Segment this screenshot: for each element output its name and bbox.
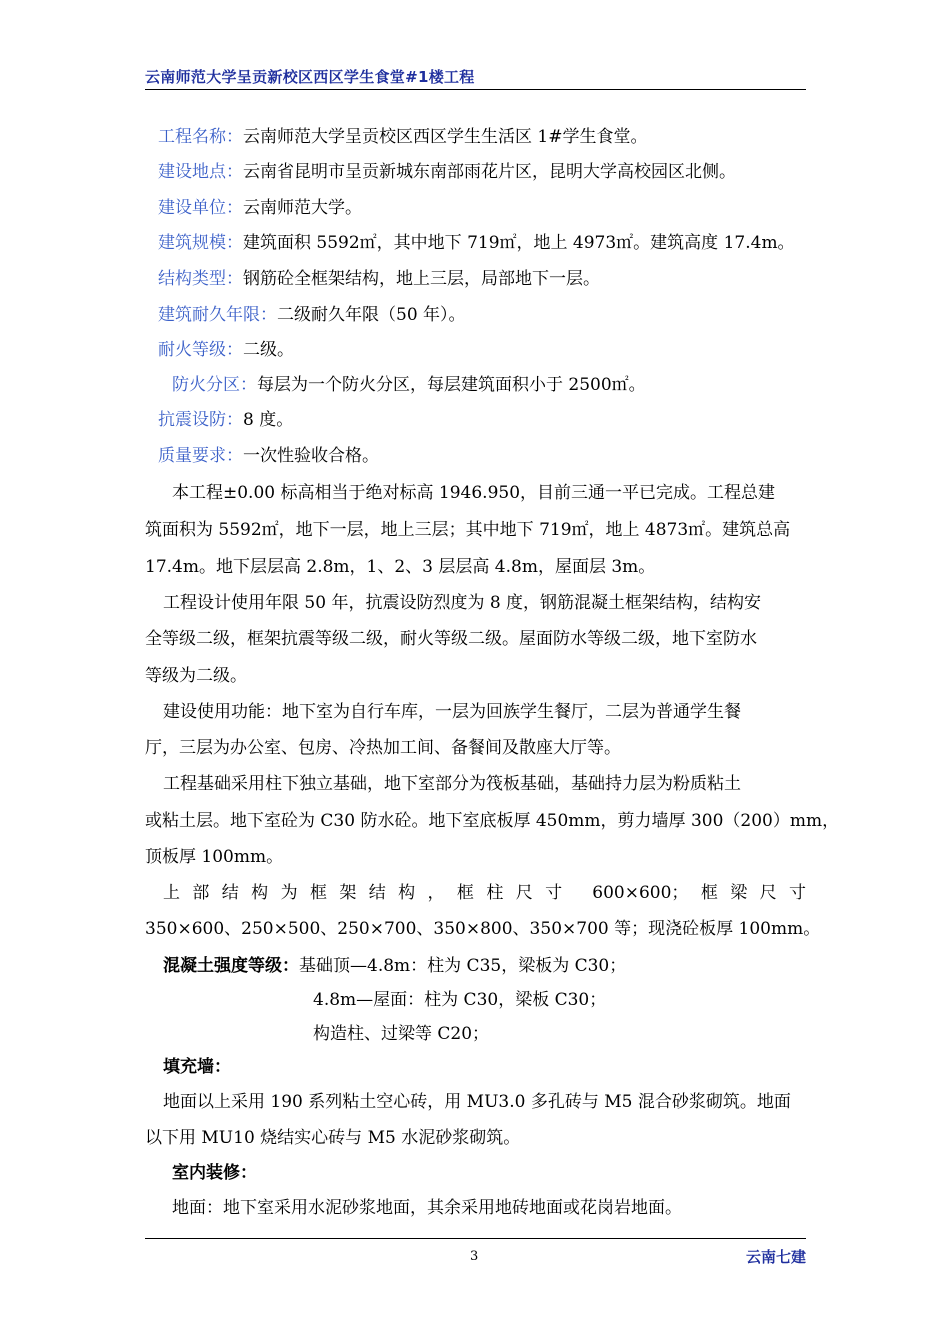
para2-line1: 工程设计使用年限 50 年，抗震设防烈度为 8 度，钢筋混凝土框架结构，结构安 [163,593,762,613]
para1-line2: 筑面积为 5592㎡，地下一层，地上三层；其中地下 719㎡，地上 4873㎡。建筑总高 [145,520,791,540]
info-value: 8 度。 [243,410,294,430]
footer-company: 云南七建 [745,1248,806,1266]
info-value: 云南省昆明市呈贡新城东南部雨花片区，昆明大学高校园区北侧。 [243,162,736,182]
info-name [158,126,647,148]
info-value: 云南师范大学。 [243,198,362,218]
para2-line2: 全等级二级，框架抗震等级二级，耐火等级二级。屋面防水等级二级，地下室防水 [145,629,757,649]
info-value: 二级。 [243,340,294,360]
para5-line2: 350×600、250×500、250×700、350×800、350×700 等；现浇砼板厚 100mm。 [145,919,821,939]
para4-line2: 或粘土层。地下室砼为 C30 防水砼。地下室底板厚 450mm，剪力墙厚 300（200）mm， [145,811,840,831]
info-value: 一次性验收合格。 [243,446,379,466]
info-structure [158,268,600,290]
info-label: 建设地点： [158,162,243,182]
info-label: 结构类型： [158,269,243,289]
info-durability [158,304,466,326]
info-label: 建设单位： [158,198,243,218]
concrete-line2: 4.8m—屋面：柱为 C30，梁板 C30； [313,990,607,1010]
para1-line3: 17.4m。地下层层高 2.8m，1、2、3 层层高 4.8m，屋面层 3m。 [145,557,656,577]
info-value: 建筑面积 5592㎡，其中地下 719㎡，地上 4973㎡。建筑高度 17.4m。 [243,233,795,253]
para4-line1: 工程基础采用柱下独立基础，地下室部分为筏板基础，基础持力层为粉质粘土 [163,774,741,794]
info-label: 建筑规模： [158,233,243,253]
info-label: 建筑耐久年限： [158,305,277,325]
info-scale [158,232,795,254]
info-location [158,161,736,183]
info-seismic [158,409,293,431]
para1-line1: 本工程±0.00 标高相当于绝对标高 1946.950，目前三通一平已完成。工程总建 [172,483,776,503]
info-fire-rating [158,339,294,361]
info-label: 防火分区： [172,375,257,395]
info-value: 每层为一个防火分区，每层建筑面积小于 2500㎡。 [257,375,646,395]
concrete-line1 [163,955,626,977]
info-label: 耐火等级： [158,340,243,360]
header-title: 云南师范大学呈贡新校区西区学生食堂#1楼工程 [145,68,475,86]
page-number: 3 [470,1249,479,1264]
para5-line1: 上部结构为框架结构，框柱尺寸 600×600；框梁尺寸 [163,883,806,903]
info-value: 云南师范大学呈贡校区西区学生生活区 1#学生食堂。 [243,127,648,147]
infill-line1: 地面以上采用 190 系列粘土空心砖，用 MU3.0 多孔砖与 M5 混合砂浆砌筑。地面 [163,1092,791,1112]
concrete-value: 基础顶—4.8m：柱为 C35，梁板为 C30； [299,956,627,976]
info-fire-zone [172,374,646,396]
infill-heading: 填充墙： [163,1057,231,1077]
para3-line2: 厅，三层为办公室、包房、冷热加工间、备餐间及散座大厅等。 [145,738,621,758]
info-owner [158,197,362,219]
infill-line2: 以下用 MU10 烧结实心砖与 M5 水泥砂浆砌筑。 [145,1128,521,1148]
para4-line3: 顶板厚 100mm。 [145,847,284,867]
para3-line1: 建设使用功能：地下室为自行车库，一层为回族学生餐厅，二层为普通学生餐 [163,702,741,722]
interior-line1: 地面：地下室采用水泥砂浆地面，其余采用地砖地面或花岗岩地面。 [172,1198,682,1218]
info-label: 质量要求： [158,446,243,466]
concrete-label: 混凝土强度等级： [163,956,299,976]
footer-rule [145,1238,806,1239]
header-rule [145,89,806,90]
info-value: 钢筋砼全框架结构，地上三层，局部地下一层。 [243,269,600,289]
info-quality [158,445,379,467]
para2-line3: 等级为二级。 [145,666,247,686]
info-label: 抗震设防： [158,410,243,430]
concrete-line3: 构造柱、过梁等 C20； [313,1024,490,1044]
info-label: 工程名称： [158,127,243,147]
interior-heading: 室内装修： [172,1163,257,1183]
info-value: 二级耐久年限（50 年）。 [277,305,466,325]
